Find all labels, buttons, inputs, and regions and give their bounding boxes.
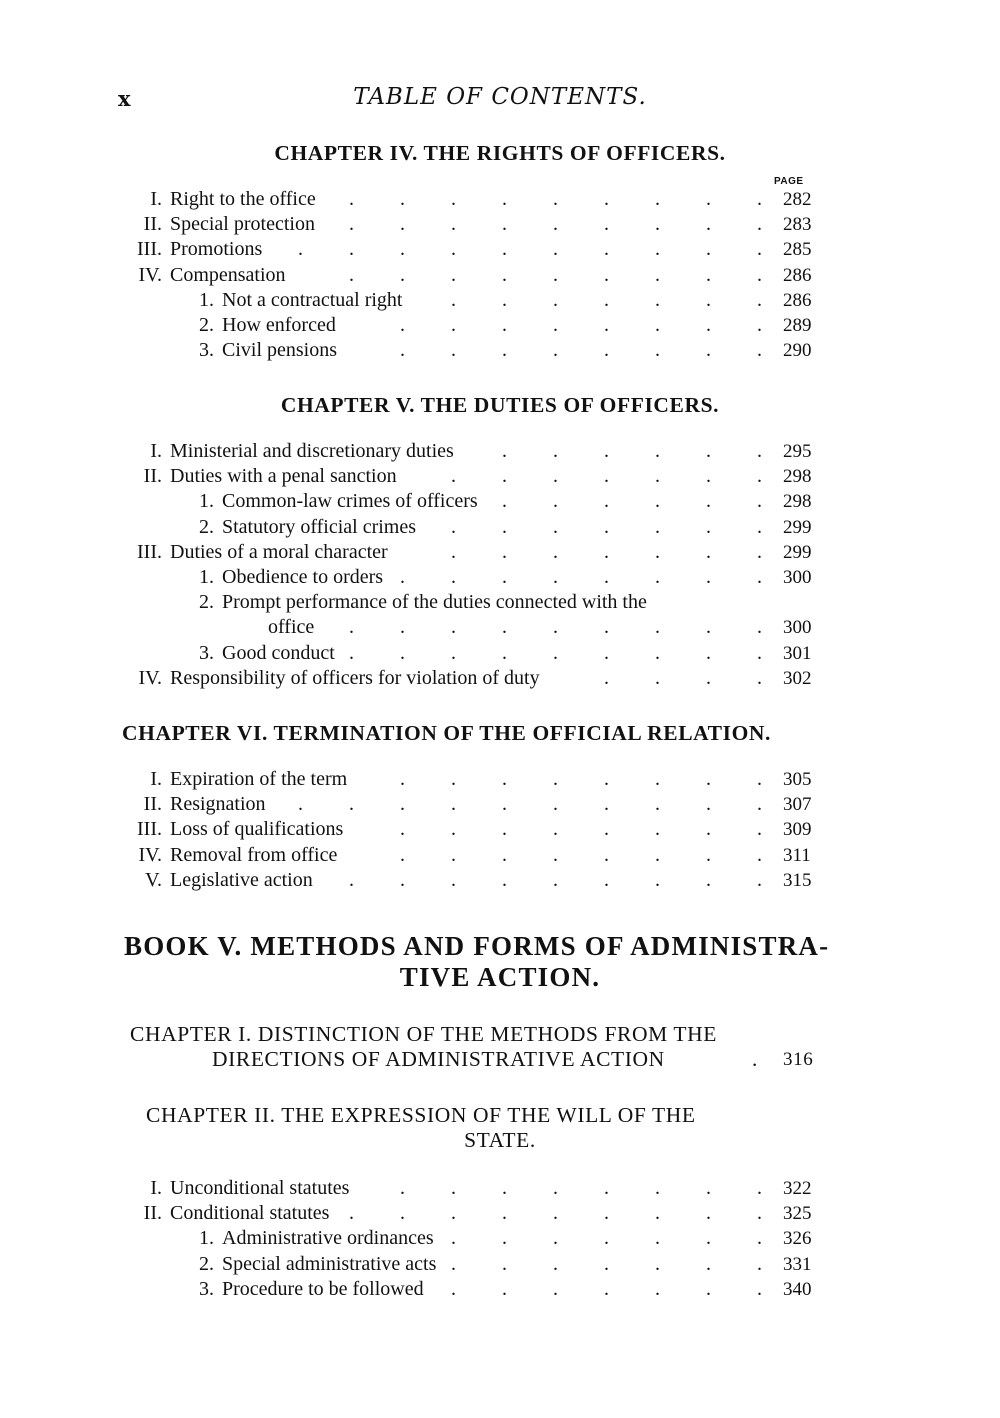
leader-dot: . <box>502 213 507 236</box>
leader-dot: . <box>451 1177 456 1199</box>
leader-dot: . <box>553 213 558 236</box>
chapter-vi-section <box>0 721 1000 746</box>
leader-dot: . <box>451 213 456 236</box>
book-v-chapter-ii <box>0 1103 1000 1153</box>
leader-dot: . <box>349 793 354 816</box>
leader-dot: . <box>451 641 456 664</box>
leader-dot: . <box>655 1227 660 1250</box>
toc-entry[interactable]: IV. Compensation 286 . . . . . . . . . <box>0 263 1000 288</box>
leader-dot: . <box>757 1202 762 1225</box>
leader-dot: . <box>502 1277 507 1300</box>
leader-dot: . <box>706 768 711 790</box>
leader-dot: . <box>553 1252 558 1275</box>
leader-dot: . <box>757 1252 762 1275</box>
leader-dot: . <box>502 1202 507 1225</box>
leader-dot: . <box>502 288 507 311</box>
leader-dot: . <box>757 465 762 488</box>
leader-dot: . <box>502 1177 507 1199</box>
leader-dot: . <box>400 1177 405 1199</box>
leader-dot: . <box>655 1252 660 1275</box>
leader-dot: . <box>655 641 660 664</box>
chapter-iv-entries <box>0 187 1000 363</box>
leader-dot: . <box>706 238 711 261</box>
toc-subentry[interactable]: 1. Not a contractual right 286 . . . . . . . <box>0 288 1000 313</box>
leader-dot: . <box>706 288 711 311</box>
leader-dot: . <box>604 288 609 311</box>
leader-dot: . <box>604 188 609 210</box>
leader-dot: . <box>502 768 507 790</box>
running-title: TABLE OF CONTENTS. <box>353 84 647 110</box>
leader-dot: . <box>706 490 711 513</box>
leader-dot: . <box>451 1252 456 1275</box>
leader-dot: . <box>349 213 354 236</box>
leader-dot: . <box>757 515 762 538</box>
toc-entry[interactable]: V. Legislative action 315 . . . . . . . . . <box>0 868 1000 893</box>
leader-dot: . <box>706 818 711 841</box>
leader-dot: . <box>757 440 762 462</box>
leader-dot: . <box>451 1227 456 1250</box>
leader-dot: . <box>502 843 507 866</box>
leader-dot: . <box>502 188 507 210</box>
leader-dot: . <box>757 1177 762 1199</box>
leader-dot: . <box>757 288 762 311</box>
leader-dot: . <box>706 1252 711 1275</box>
leader-dot: . <box>604 868 609 891</box>
toc-subentry[interactable]: 3. Good conduct 301 . . . . . . . . . <box>0 641 1000 666</box>
leader-dot: . <box>451 188 456 210</box>
leader-dot: . <box>349 263 354 286</box>
leader-dot: . <box>451 1277 456 1300</box>
leader-dot: . <box>451 263 456 286</box>
leader-dot: . <box>451 768 456 790</box>
leader-dot: . <box>400 843 405 866</box>
leader-dot: . <box>604 1202 609 1225</box>
chapter-heading: CHAPTER II. THE EXPRESSION OF THE WILL OF THE <box>146 1103 696 1127</box>
leader-dot: . <box>451 793 456 816</box>
leader-dot: . <box>655 313 660 336</box>
leader-dot: . <box>553 818 558 841</box>
page-number: x <box>118 86 131 111</box>
leader-dot: . <box>757 263 762 286</box>
book-heading-line1: BOOK V. METHODS AND FORMS OF ADMINISTRA- <box>124 931 830 961</box>
leader-dot: . <box>655 1177 660 1199</box>
leader-dot: . <box>655 1202 660 1225</box>
leader-dot: . <box>706 440 711 462</box>
leader-dot: . <box>451 339 456 362</box>
leader-dot: . <box>349 616 354 639</box>
leader-dot: . <box>553 339 558 362</box>
leader-dot: . <box>604 465 609 488</box>
leader-dot: . <box>604 238 609 261</box>
leader-dot: . <box>706 1277 711 1300</box>
toc-entry[interactable]: I. Expiration of the term 305 . . . . . . . . <box>0 767 1000 792</box>
toc-entry[interactable]: I. Right to the office 282 . . . . . . . . . <box>0 187 1000 212</box>
leader-dot: . <box>553 540 558 563</box>
toc-entry[interactable]: II. Resignation 307 . . . . . . . . . . <box>0 792 1000 817</box>
leader-dot: . <box>400 238 405 261</box>
leader-dot: . <box>604 440 609 462</box>
leader-dot: . <box>757 793 762 816</box>
leader-dot: . <box>655 339 660 362</box>
leader-dot: . <box>757 818 762 841</box>
chapter-heading-line2: STATE. <box>464 1128 536 1152</box>
leader-dot: . <box>451 238 456 261</box>
leader-dot: . <box>655 666 660 689</box>
leader-dot: . <box>604 490 609 513</box>
leader-dot: . <box>757 1227 762 1250</box>
leader-dot: . <box>655 565 660 588</box>
chapter-iv-section <box>0 141 1000 166</box>
leader-dot: . <box>502 1252 507 1275</box>
leader-dot: . <box>655 490 660 513</box>
book-v-heading <box>0 931 1000 993</box>
leader-dot: . <box>553 1277 558 1300</box>
leader-dot: . <box>757 868 762 891</box>
leader-dot: . <box>298 238 303 261</box>
leader-dot: . <box>604 515 609 538</box>
leader-dot: . <box>757 641 762 664</box>
leader-dot: . <box>553 768 558 790</box>
leader-dot: . <box>451 616 456 639</box>
leader-dot: . <box>706 1177 711 1199</box>
leader-dot: . <box>451 540 456 563</box>
leader-dot: . <box>604 1227 609 1250</box>
toc-entry[interactable]: III. Duties of a moral character 299 . . . . . . . <box>0 540 1000 565</box>
leader-dot: . <box>400 263 405 286</box>
leader-dot: . <box>400 818 405 841</box>
toc-entry[interactable]: II. Special protection 283 . . . . . . . . . <box>0 212 1000 237</box>
leader-dot: . <box>655 440 660 462</box>
leader-dot: . <box>757 339 762 362</box>
leader-dot: . <box>451 1202 456 1225</box>
leader-dot: . <box>502 540 507 563</box>
leader-dot: . <box>604 768 609 790</box>
leader-dot: . <box>349 868 354 891</box>
leader-dot: . <box>655 515 660 538</box>
leader-dot: . <box>655 213 660 236</box>
toc-subentry[interactable]: 2. Special administrative acts 331 . . . . . . . <box>0 1252 1000 1277</box>
leader-dot: . <box>502 868 507 891</box>
leader-dot: . <box>655 768 660 790</box>
leader-dot: . <box>553 843 558 866</box>
leader-dot: . <box>553 288 558 311</box>
leader-dot: . <box>451 565 456 588</box>
book-v-chapter-ii-entries <box>0 1176 1000 1302</box>
leader-dot: . <box>655 1277 660 1300</box>
leader-dot: . <box>604 666 609 689</box>
leader-dot: . <box>502 641 507 664</box>
leader-dot: . <box>757 843 762 866</box>
chapter-v-section <box>0 393 1000 418</box>
chapter-heading: CHAPTER IV. THE RIGHTS OF OFFICERS. <box>274 141 726 165</box>
leader-dot: . <box>502 515 507 538</box>
toc-subentry[interactable]: 2. Statutory official crimes 299 . . . . . . . <box>0 515 1000 540</box>
leader-dot: . <box>706 666 711 689</box>
leader-dot: . <box>502 339 507 362</box>
leader-dot: . <box>451 288 456 311</box>
leader-dot: . <box>349 641 354 664</box>
leader-dot: . <box>400 768 405 790</box>
leader-dot: . <box>655 793 660 816</box>
leader-dot: . <box>553 1227 558 1250</box>
chapter-heading-line2: DIRECTIONS OF ADMINISTRATIVE ACTION <box>212 1047 665 1071</box>
leader-dot: . <box>757 540 762 563</box>
leader-dot: . <box>400 616 405 639</box>
leader-dot: . <box>757 213 762 236</box>
toc-entry[interactable]: III. Loss of qualifications 309 . . . . . . . . <box>0 817 1000 842</box>
leader-dot: . <box>655 465 660 488</box>
toc-subentry[interactable]: 3. Civil pensions 290 . . . . . . . . <box>0 338 1000 363</box>
leader-dot: . <box>553 440 558 462</box>
leader-dot: . <box>553 868 558 891</box>
leader-dot: . <box>604 616 609 639</box>
leader-dot: . <box>604 818 609 841</box>
leader-dot: . <box>655 238 660 261</box>
toc-entry[interactable]: I. Unconditional statutes 322 . . . . . . . . <box>0 1176 1000 1201</box>
leader-dot: . <box>400 1202 405 1225</box>
leader-dot: . <box>553 793 558 816</box>
leader-dot: . <box>502 793 507 816</box>
leader-dot: . <box>400 339 405 362</box>
leader-dot: . <box>706 515 711 538</box>
toc-entry[interactable]: I. Ministerial and discretionary duties 295 . . . . . . <box>0 439 1000 464</box>
leader-dot: . <box>502 465 507 488</box>
leader-dot: . <box>706 188 711 210</box>
leader-dot: . <box>349 188 354 210</box>
leader-dot: . <box>553 263 558 286</box>
toc-subentry[interactable]: 2. How enforced 289 . . . . . . . . <box>0 313 1000 338</box>
leader-dot: . <box>553 313 558 336</box>
leader-dot: . <box>655 188 660 210</box>
leader-dot: . <box>655 540 660 563</box>
leader-dot: . <box>502 263 507 286</box>
leader-dot: . <box>553 616 558 639</box>
leader-dot: . <box>553 565 558 588</box>
leader-dot: . <box>502 565 507 588</box>
leader-dot: . <box>655 263 660 286</box>
leader-dot: . <box>553 1202 558 1225</box>
leader-dot: . <box>553 238 558 261</box>
leader-dot: . <box>655 288 660 311</box>
leader-dot: . <box>706 339 711 362</box>
leader-dot: . <box>349 1202 354 1225</box>
leader-dot: . <box>604 540 609 563</box>
leader-dot: . <box>502 313 507 336</box>
leader-dot: . <box>400 868 405 891</box>
leader-dot: . <box>604 565 609 588</box>
chapter-heading: CHAPTER VI. TERMINATION OF THE OFFICIAL RELATION. <box>122 721 772 745</box>
leader-dot: . <box>298 793 303 816</box>
leader-dot: . <box>553 1177 558 1199</box>
page-number: 316 <box>783 1049 814 1070</box>
leader-dot: . <box>400 641 405 664</box>
leader-dot: . <box>706 641 711 664</box>
leader-dot: . <box>757 565 762 588</box>
leader-dot: . <box>502 440 507 462</box>
leader-dot: . <box>655 818 660 841</box>
leader-dot: . <box>604 213 609 236</box>
leader-dot: . <box>451 868 456 891</box>
toc-subentry[interactable]: 3. Procedure to be followed 340 . . . . . . . <box>0 1277 1000 1302</box>
leader-dot: . <box>706 540 711 563</box>
toc-subentry[interactable]: 1. Obedience to orders 300 . . . . . . . . <box>0 565 1000 590</box>
leader-dot: . <box>757 666 762 689</box>
chapter-heading: CHAPTER I. DISTINCTION OF THE METHODS FROM THE <box>130 1022 718 1046</box>
leader-dot: . <box>706 565 711 588</box>
leader-dot: . <box>757 616 762 639</box>
leader-dot: . <box>604 313 609 336</box>
leader-dot: . <box>706 1227 711 1250</box>
leader-dot: . <box>400 188 405 210</box>
leader-dot: . <box>757 1277 762 1300</box>
leader-dot: . <box>706 213 711 236</box>
leader-dot: . <box>757 188 762 210</box>
leader-dot: . <box>655 843 660 866</box>
leader-dot: . <box>400 793 405 816</box>
leader-dot: . <box>604 263 609 286</box>
leader-dot: . <box>604 793 609 816</box>
toc-entry[interactable]: II. Conditional statutes 325 . . . . . . . . . <box>0 1201 1000 1226</box>
leader-dot: . <box>451 818 456 841</box>
toc-entry[interactable]: II. Duties with a penal sanction 298 . . . . . . . <box>0 464 1000 489</box>
toc-entry[interactable]: IV. Removal from office 311 . . . . . . . . <box>0 843 1000 868</box>
chapter-heading-continuation <box>0 1047 1000 1072</box>
leader-dot: . <box>451 313 456 336</box>
leader-dot: . <box>604 641 609 664</box>
leader-dot: . <box>553 188 558 210</box>
leader-dot: . <box>604 1252 609 1275</box>
leader-dot: . <box>502 1227 507 1250</box>
leader-dot: . <box>553 641 558 664</box>
chapter-vi-entries <box>0 767 1000 893</box>
leader-dot: . <box>451 843 456 866</box>
book-v-chapter-i[interactable] <box>0 1022 1000 1072</box>
toc-entry[interactable]: III. Promotions 285 . . . . . . . . . . <box>0 237 1000 262</box>
leader-dot: . <box>655 616 660 639</box>
leader-dot: . <box>502 490 507 513</box>
toc-subentry[interactable]: 2. Prompt performance of the duties connected with the <box>199 591 647 614</box>
leader-dot: . <box>655 868 660 891</box>
leader-dot: . <box>502 616 507 639</box>
leader-dot: . <box>502 818 507 841</box>
leader-dot: . <box>757 238 762 261</box>
leader-dot: . <box>757 490 762 513</box>
leader-dot: . <box>706 868 711 891</box>
leader-dot: . <box>706 263 711 286</box>
leader-dot: . <box>604 843 609 866</box>
leader-dot: . <box>553 490 558 513</box>
leader-dot: . <box>757 768 762 790</box>
page-column-label: PAGE <box>774 176 804 187</box>
toc-subentry[interactable]: 1. Administrative ordinances 326 . . . . . . . <box>0 1226 1000 1251</box>
chapter-v-entries <box>0 439 1000 691</box>
leader-dot: . <box>752 1047 758 1071</box>
leader-dot: . <box>604 1277 609 1300</box>
chapter-heading: CHAPTER V. THE DUTIES OF OFFICERS. <box>280 393 720 417</box>
leader-dot: . <box>706 843 711 866</box>
toc-entry[interactable]: IV. Responsibility of officers for violation of duty 302 . . . . <box>0 666 1000 691</box>
toc-subentry-continuation[interactable]: office 300 . . . . . . . . . <box>0 615 1000 640</box>
leader-dot: . <box>757 313 762 336</box>
leader-dot: . <box>706 1202 711 1225</box>
leader-dot: . <box>553 465 558 488</box>
book-heading-line2: TIVE ACTION. <box>399 962 601 992</box>
leader-dot: . <box>706 793 711 816</box>
leader-dot: . <box>706 465 711 488</box>
toc-subentry[interactable]: 1. Common-law crimes of officers 298 . . . . . . <box>0 489 1000 514</box>
leader-dot: . <box>706 313 711 336</box>
leader-dot: . <box>400 565 405 588</box>
leader-dot: . <box>451 515 456 538</box>
leader-dot: . <box>502 238 507 261</box>
leader-dot: . <box>706 616 711 639</box>
leader-dot: . <box>349 238 354 261</box>
leader-dot: . <box>604 1177 609 1199</box>
leader-dot: . <box>400 213 405 236</box>
leader-dot: . <box>451 465 456 488</box>
running-head <box>0 84 1000 120</box>
leader-dot: . <box>553 515 558 538</box>
leader-dot: . <box>400 313 405 336</box>
leader-dot: . <box>604 339 609 362</box>
